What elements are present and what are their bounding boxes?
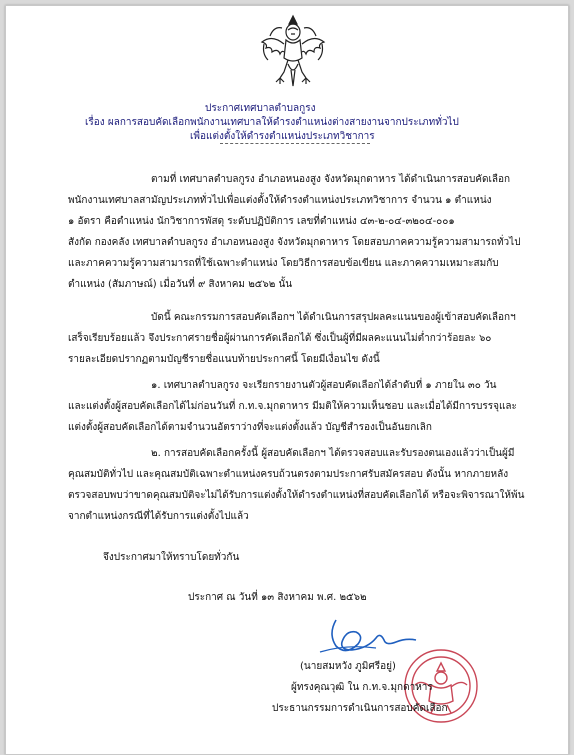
paragraph2-line: บัดนี้ คณะกรรมการสอบคัดเลือกฯ ได้ดำเนินการสรุปผลคะแนนของผู้เข้าสอบคัดเลือกฯ [151,312,516,323]
heading-divider [220,143,370,144]
paragraph2-line: เสร็จเรียบร้อยแล้ว จึงประกาศรายชื่อผู้ผ่านการคัดเลือกได้ ซึ่งเป็นผู้ที่มีผลคะแนนไม่ต่ำกว่าร้อยละ ๖๐ [68,333,492,344]
signer-committee-role: ประธานกรรมการดำเนินการสอบคัดเลือก [272,703,448,714]
paragraph1-line: พนักงานเทศบาลสามัญประเภททั่วไปเพื่อแต่งตั้งให้ดำรงตำแหน่งประเภทวิชาการ จำนวน ๑ ตำแหน่ง [68,195,492,206]
paragraph1-line: ตามที่ เทศบาลตำบลกูรง อำเภอหนองสูง จังหวัดมุกดาหาร ได้ดำเนินการสอบคัดเลือก [151,174,511,185]
signer-name: (นายสมหวัง ภูมิศรีอยู่) [300,661,396,672]
subject-line-2: เพื่อแต่งตั้งให้ดำรงตำแหน่งประเภทวิชาการ [190,131,375,142]
condition1-line: ๑. เทศบาลตำบลกูรง จะเรียกรายงานตัวผู้สอบคัดเลือกได้ลำดับที่ ๑ ภายใน ๓๐ วัน [151,380,497,391]
garuda-emblem-icon [258,14,328,92]
subject-line: เรื่อง ผลการสอบคัดเลือกพนักงานเทศบาลให้ดำรงตำแหน่งต่างสายงานจากประเภททั่วไป [85,117,459,128]
closing-statement: จึงประกาศมาให้ทราบโดยทั่วกัน [103,552,240,563]
paragraph1-line: ๑ อัตรา คือตำแหน่ง นักวิชาการพัสดุ ระดับปฏิบัติการ เลขที่ตำแหน่ง ๔๓-๒-๐๔-๓๒๐๔-๐๐๑ [68,216,455,227]
announcement-heading: ประกาศเทศบาลตำบลกูรง [205,103,316,114]
signer-position: ผู้ทรงคุณวุฒิ ใน ก.ท.จ.มุกดาหาร [291,682,433,693]
announcement-date: ประกาศ ณ วันที่ ๑๓ สิงหาคม พ.ศ. ๒๕๖๒ [188,592,367,603]
paragraph2-line: รายละเอียดปรากฏตามบัญชีรายชื่อแนบท้ายประกาศนี้ โดยมีเงื่อนไข ดังนี้ [68,354,380,365]
condition1-line: และแต่งตั้งผู้สอบคัดเลือกได้ไม่ก่อนวันที่ ก.ท.จ.มุกดาหาร มีมติให้ความเห็นชอบ และเมื่อได้มีการบรรจุและ [68,401,517,412]
condition2-line: จากตำแหน่งกรณีที่ได้รับการแต่งตั้งไปแล้ว [68,511,249,522]
paragraph1-line: และภาคความรู้ความสามารถที่ใช้เฉพาะตำแหน่ง โดยวิธีการสอบข้อเขียน และภาคความเหมาะสมกับ [68,258,499,269]
document-page [5,5,569,755]
condition2-line: คุณสมบัติทั่วไป และคุณสมบัติเฉพาะตำแหน่งครบถ้วนตรงตามประกาศรับสมัครสอบ ดังนั้น หากภายหลัง [68,469,509,480]
condition1-line: แต่งตั้งผู้สอบคัดเลือกได้ตามจำนวนอัตราว่างที่จะแต่งตั้งแล้ว บัญชีสำรองเป็นอันยกเลิก [68,422,432,433]
paragraph1-line: ตำแหน่ง (สัมภาษณ์) เมื่อวันที่ ๙ สิงหาคม ๒๕๖๒ นั้น [68,279,293,290]
condition2-line: ตรวจสอบพบว่าขาดคุณสมบัติจะไม่ได้รับการแต่งตั้งให้ดำรงตำแหน่งที่สอบคัดเลือกได้ หรือจะพิจารณาให้พ้น [68,490,525,501]
paragraph1-line: สังกัด กองคลัง เทศบาลตำบลกูรง อำเภอหนองสูง จังหวัดมุกดาหาร โดยสอบภาคความรู้ความสามารถทั่วไป [68,237,521,248]
condition2-line: ๒. การสอบคัดเลือกครั้งนี้ ผู้สอบคัดเลือกฯ ได้ตรวจสอบและรับรองตนเองแล้วว่าเป็นผู้มี [151,448,515,459]
